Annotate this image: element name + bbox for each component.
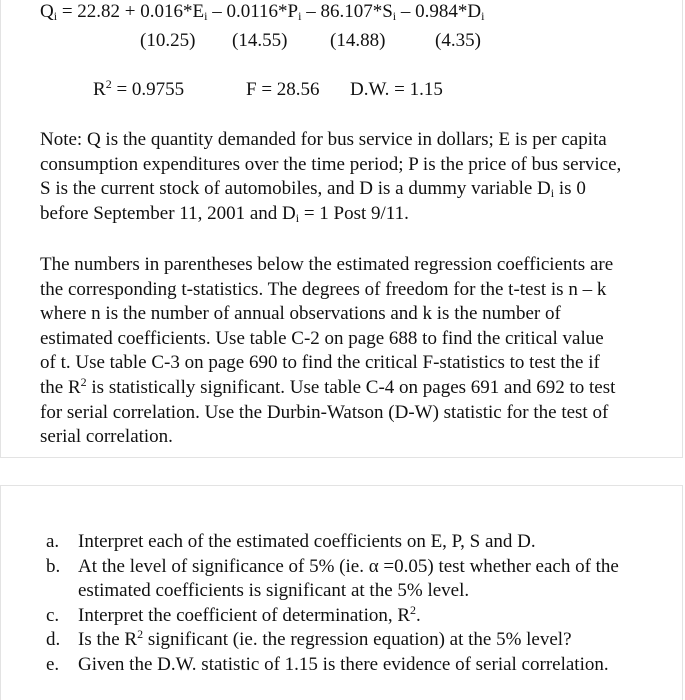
question-letter: a. xyxy=(46,531,60,552)
question-letter: d. xyxy=(46,629,61,650)
eq-term-d: – 0.984*D xyxy=(396,1,482,22)
instruction-line: estimated coefficients. Use table C-2 on page 688 to find the critical value xyxy=(40,327,604,349)
instruction-line: where n is the number of annual observations and k is the number of xyxy=(40,303,561,325)
question-letter: b. xyxy=(46,555,61,577)
question-text: Given the D.W. statistic of 1.15 is there evidence of serial correlation. xyxy=(78,653,609,675)
eq-term-p: – 0.0116*P xyxy=(207,1,299,22)
eq-q: Q xyxy=(40,1,54,22)
regression-equation xyxy=(40,1,484,23)
question-d xyxy=(46,628,681,653)
note-line: before September 11, 2001 and $D_i = 1$ Post 9/11. xyxy=(40,202,409,225)
instruction-line: the $R^2$ is statistically significant. Use table C-4 on pages 691 and 692 to test xyxy=(40,374,616,398)
instruction-line: of t. Use table C-3 on page 690 to find the critical F-statistics to test the if xyxy=(40,352,600,374)
question-list xyxy=(46,530,681,677)
durbin-watson-stat: D.W. = 1.15 xyxy=(350,79,443,100)
instruction-line: the corresponding t-statistics. The degrees of freedom for the t-test is n – k xyxy=(40,278,607,300)
note-line: S is the current stock of automobiles, and D is a dummy variable $D_i$ is 0 xyxy=(40,178,586,201)
question-e xyxy=(46,653,681,678)
note-line: consumption expenditures over the time period; P is the price of bus service, xyxy=(40,153,622,175)
eq-term-s: – 86.107*S xyxy=(301,1,393,22)
question-text: Is the $R^2$ significant (ie. the regression equation) at the 5% level? xyxy=(78,627,572,650)
eq-sub-s: i xyxy=(392,9,397,23)
question-text: At the level of significance of 5% (ie. α =0.05) test whether each of the xyxy=(78,555,619,577)
instruction-line: serial correlation. xyxy=(40,426,173,448)
instructions-paragraph xyxy=(40,253,680,450)
instruction-line: for serial correlation. Use the Durbin-Watson (D-W) statistic for the test of xyxy=(40,401,609,423)
instruction-line: The numbers in parentheses below the estimated regression coefficients are xyxy=(40,254,614,275)
tstat-p: (14.55) xyxy=(232,30,288,51)
eq-term-e: = 22.82 + 0.016*E xyxy=(57,1,205,22)
question-text: Interpret the coefficient of determination, $R^2$. xyxy=(78,602,421,626)
eq-sub-e: i xyxy=(204,9,208,23)
variable-note xyxy=(40,128,680,226)
tstat-s: (14.88) xyxy=(330,30,386,51)
question-text: Interpret each of the estimated coefficients on E, P, S and D. xyxy=(78,531,536,552)
question-a xyxy=(46,530,681,555)
tstat-e: (10.25) xyxy=(140,30,196,51)
f-statistic: F = 28.56 xyxy=(246,79,320,100)
question-b xyxy=(46,555,681,604)
eq-sub-p: i xyxy=(298,9,302,23)
question-text: estimated coefficients is significant at the 5% level. xyxy=(78,580,470,601)
r-squared: $R^2 = 0.9755$ xyxy=(93,77,185,100)
question-letter: e. xyxy=(46,653,60,675)
question-letter: c. xyxy=(46,604,60,626)
tstat-d: (4.35) xyxy=(435,30,481,51)
eq-sub-q: i xyxy=(53,9,58,23)
note-line: Note: Q is the quantity demanded for bus service in dollars; E is per capita xyxy=(40,129,607,150)
eq-sub-d: i xyxy=(481,9,485,23)
question-c xyxy=(46,604,681,629)
